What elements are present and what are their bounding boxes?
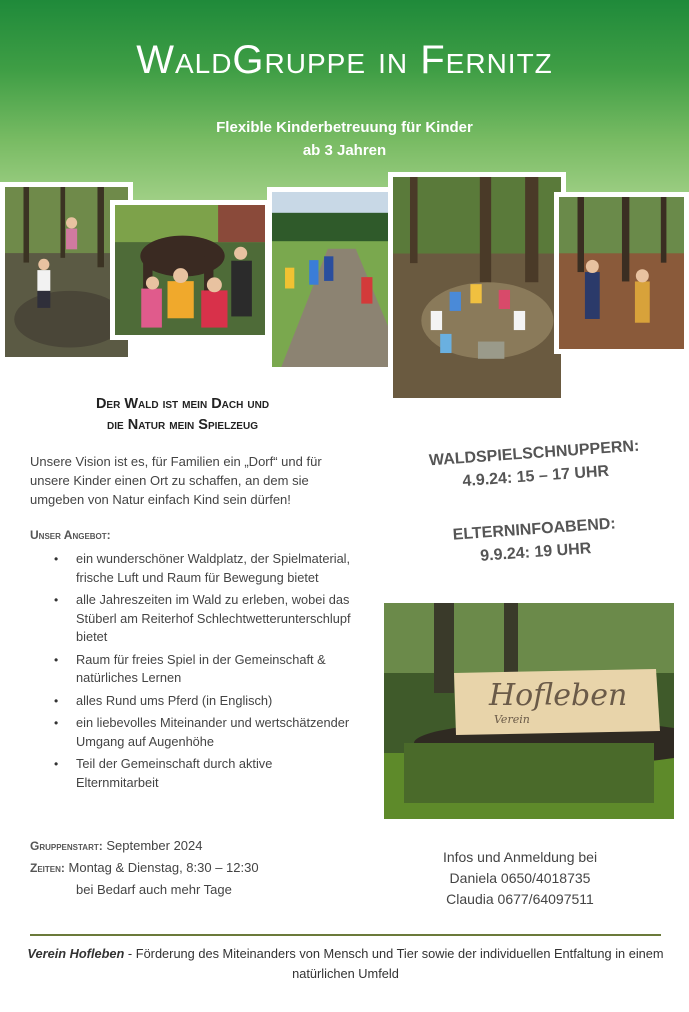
angebot-list <box>54 550 354 796</box>
times-row <box>30 860 259 875</box>
angebot-heading: Unser Angebot: <box>30 528 111 542</box>
bullet-icon: • <box>54 593 59 607</box>
footer-org: Verein Hofleben <box>27 946 125 961</box>
page-title: WaldGruppe in Fernitz <box>136 38 553 82</box>
bullet-icon: • <box>54 552 59 566</box>
group-start-value: September 2024 <box>106 838 203 853</box>
list-item-text: alles Rund ums Pferd (in Englisch) <box>76 692 273 708</box>
bullet-icon: • <box>54 757 59 771</box>
event-title: WALDSPIELSCHNUPPERN: <box>428 437 640 470</box>
footer-divider <box>30 934 661 936</box>
bullet-icon: • <box>54 716 59 730</box>
list-item <box>54 714 354 751</box>
footer-description: - Förderung des Miteinanders von Mensch und Tier sowie der individuellen Entfaltung in einem natürlichen Umfeld <box>124 946 664 981</box>
event-title: ELTERNINFOABEND: <box>452 515 617 544</box>
contact-info <box>400 847 640 910</box>
motto-line-1: Der Wald ist mein Dach und <box>95 396 270 412</box>
event-detail: 9.9.24: 19 UHR <box>479 540 592 565</box>
event-detail: 4.9.24: 15 – 17 UHR <box>462 462 610 491</box>
vision-text: Unsere Vision ist es, für Familien ein „Dorf“ und für unsere Kinder einen Ort zu schaffen, an dem sie umgeben von Natur einfach Kind sein dürfen! <box>30 454 322 507</box>
bullet-icon: • <box>54 693 59 708</box>
list-item <box>54 692 354 711</box>
subtitle-line-2: ab 3 Jahren <box>302 142 387 159</box>
page-subtitle <box>0 116 689 162</box>
bullet-icon: • <box>54 652 59 667</box>
list-item <box>54 550 354 587</box>
event-elterninfoabend <box>394 508 677 573</box>
list-item-text: ein liebevolles Miteinander und wertschätzender Umgang auf Augenhöhe <box>76 715 350 749</box>
event-schnuppern <box>394 432 677 497</box>
group-start-row <box>30 838 203 853</box>
times-label: Zeiten: <box>30 861 65 875</box>
list-item <box>54 591 354 647</box>
list-item <box>54 755 354 792</box>
footer-text <box>20 944 671 984</box>
photo-children-sitting-in-forest <box>388 172 566 403</box>
photo-hofleben-sign <box>384 603 674 819</box>
list-item <box>54 651 354 688</box>
photo-children-with-horse <box>110 200 270 340</box>
motto-line-2: die Natur mein Spielzeug <box>107 417 258 433</box>
motto-heading <box>0 394 365 436</box>
contact-line-1: Infos und Anmeldung bei <box>442 849 598 865</box>
times-value: Montag & Dienstag, 8:30 – 12:30 <box>68 860 259 875</box>
group-start-label: Gruppenstart: <box>30 839 103 853</box>
sign-main-text: Hofleben <box>489 678 628 713</box>
subtitle-line-1: Flexible Kinderbetreuung für Kinder <box>216 119 473 136</box>
list-item-text: Teil der Gemeinschaft durch aktive Elternmitarbeit <box>76 756 273 790</box>
list-item-text: alle Jahreszeiten im Wald zu erleben, wobei das Stüberl am Reiterhof Schlechtwetterunterschlupf bietet <box>76 592 351 644</box>
header-banner <box>0 0 689 200</box>
list-item-text: Raum für freies Spiel in der Gemeinschaft & natürliches Lernen <box>76 651 326 685</box>
sign-sub-text: Verein <box>494 713 530 726</box>
contact-claudia: Claudia 0677/64097511 <box>446 891 594 907</box>
contact-daniela: Daniela 0650/4018735 <box>449 870 591 886</box>
times-extra: bei Bedarf auch mehr Tage <box>76 882 232 897</box>
photo-children-autumn-leaves <box>554 192 689 354</box>
list-item-text: ein wunderschöner Waldplatz, der Spielmaterial, frische Luft und Raum für Bewegung bietet <box>76 551 351 585</box>
